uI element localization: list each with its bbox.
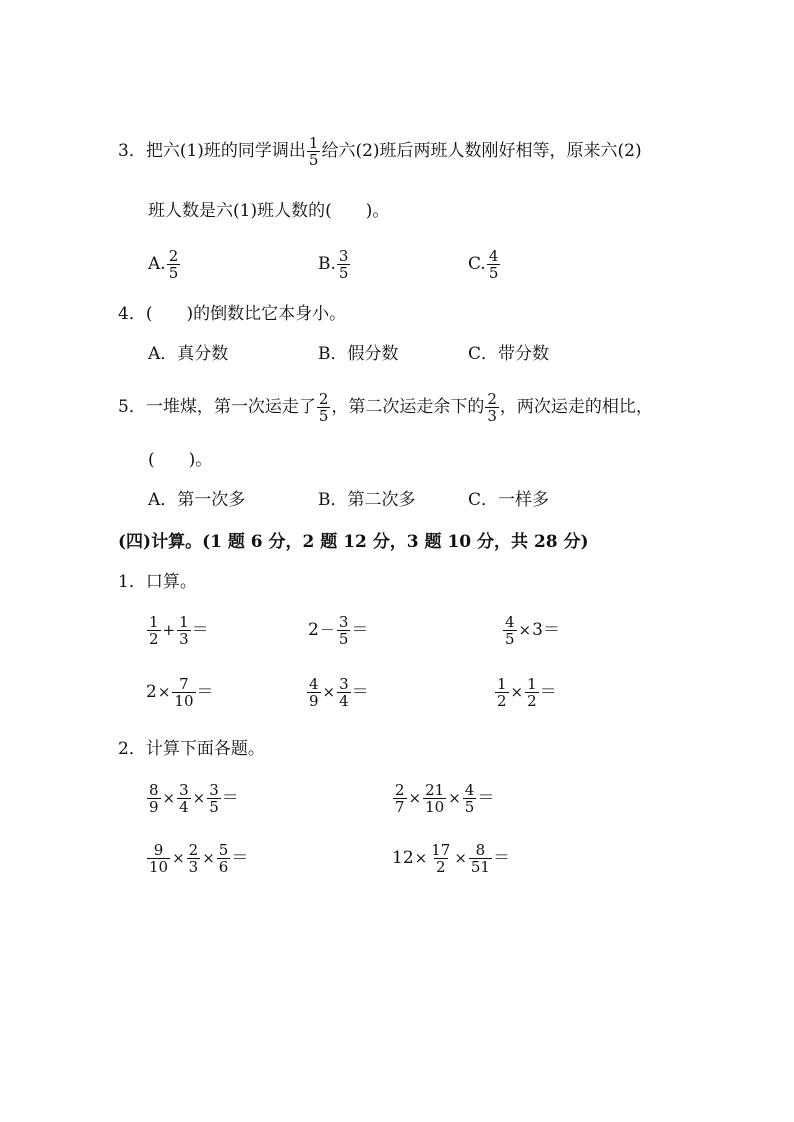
question-4: 4．( )的倒数比它本身小。 — [118, 304, 347, 324]
expression-3: $\frac{9}{10}$ × $\frac{2}{3}$ × $\frac{5}{6}$ ＝ — [149, 841, 249, 876]
expression-1: $\frac{8}{9}$ × $\frac{3}{4}$ × $\frac{3}{5}$ ＝ — [149, 781, 239, 816]
problem-1: $\frac{1}{2}$ + $\frac{1}{3}$ ＝ — [149, 613, 209, 648]
question-3-line2: 班人数是六(1)班人数的( )。 — [148, 201, 390, 221]
problem-6: $\frac{1}{2}$ × $\frac{1}{2}$ ＝ — [497, 675, 557, 710]
expression-4: 12× $\frac{17}{2}$ × $\frac{8}{51}$ ＝ — [392, 841, 510, 876]
option-c: C. $\frac{4}{5}$ — [468, 247, 499, 282]
expression-2: $\frac{2}{7}$ × $\frac{21}{10}$ × $\frac{4}{5}$ ＝ — [395, 781, 495, 816]
problem-5: $\frac{4}{9}$ × $\frac{3}{4}$ ＝ — [309, 675, 369, 710]
option-c: C．带分数 — [468, 344, 550, 364]
fraction: $\frac{2}{3}$ — [487, 390, 497, 425]
option-a: A．真分数 — [148, 344, 229, 364]
option-a: A．第一次多 — [148, 490, 246, 510]
question-text: 给六(2)班后两班人数刚好相等，原来六(2) — [321, 141, 642, 161]
question-text: 把六(1)班的同学调出 — [145, 141, 306, 161]
question-5: 5．一堆煤，第一次运走了 $\frac{2}{5}$ ，第二次运走余下的 $\frac{2}{3}$ ，两次运走的相比， — [118, 390, 653, 425]
question-3 — [118, 135, 642, 168]
option-b: B．假分数 — [318, 344, 399, 364]
problem-4: 2× $\frac{7}{10}$ ＝ — [146, 675, 214, 710]
section-title: (四)计算。(1 题 6 分，2 题 12 分，3 题 10 分，共 28 分) — [118, 532, 589, 552]
option-a: A. $\frac{2}{5}$ — [148, 247, 179, 282]
problem-3: $\frac{4}{5}$ ×3＝ — [505, 613, 560, 648]
question-number: 3． — [118, 141, 146, 161]
subsection-1-label: 1．口算。 — [118, 572, 197, 592]
option-b: B. $\frac{3}{5}$ — [318, 247, 349, 282]
question-5-line2: ( )。 — [148, 450, 213, 470]
fraction: $\frac{2}{5}$ — [318, 390, 329, 425]
subsection-2-label: 2．计算下面各题。 — [118, 739, 265, 759]
option-b: B．第二次多 — [318, 490, 416, 510]
fraction: $\frac{1}{5}$ — [308, 134, 319, 169]
problem-2: 2－ $\frac{3}{5}$ ＝ — [308, 613, 369, 648]
option-c: C．一样多 — [468, 490, 550, 510]
